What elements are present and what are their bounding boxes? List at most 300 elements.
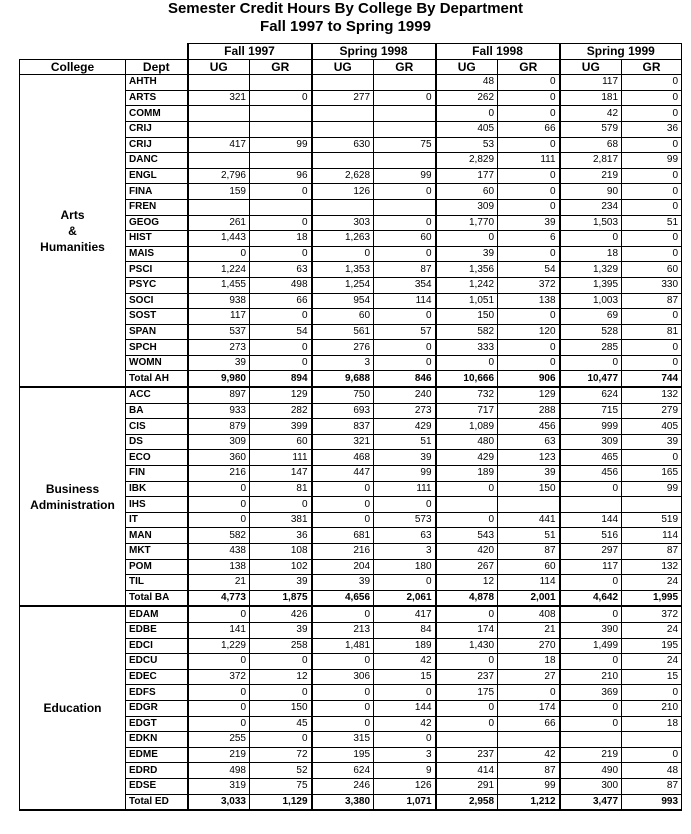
value-cell: 0 xyxy=(622,106,682,122)
dept-cell: EDAM xyxy=(126,606,188,622)
value-cell: 0 xyxy=(622,168,682,184)
value-cell: 1,051 xyxy=(436,293,498,309)
value-cell: 369 xyxy=(560,685,622,701)
value-cell: 219 xyxy=(560,168,622,184)
value-cell: 3,477 xyxy=(560,794,622,810)
college-name-line: Business xyxy=(45,481,100,496)
value-cell: 159 xyxy=(188,184,250,200)
value-cell: 216 xyxy=(312,544,374,560)
value-cell: 0 xyxy=(498,199,560,215)
value-cell: 18 xyxy=(560,246,622,262)
table-body xyxy=(20,75,682,810)
value-cell: 24 xyxy=(622,654,682,670)
value-cell: 279 xyxy=(622,403,682,419)
dept-cell: HIST xyxy=(126,231,188,247)
value-cell: 717 xyxy=(436,403,498,419)
value-cell: 0 xyxy=(622,450,682,466)
value-cell: 291 xyxy=(436,778,498,794)
value-cell: 2,817 xyxy=(560,153,622,169)
value-cell: 897 xyxy=(188,387,250,403)
value-cell: 114 xyxy=(498,575,560,591)
table-row xyxy=(20,606,682,622)
value-cell: 1,353 xyxy=(312,262,374,278)
dept-cell: EDCI xyxy=(126,638,188,654)
value-cell: 99 xyxy=(374,168,436,184)
value-cell: 150 xyxy=(498,481,560,497)
value-cell: 66 xyxy=(498,121,560,137)
value-cell: 144 xyxy=(374,700,436,716)
value-cell: 837 xyxy=(312,419,374,435)
value-cell: 234 xyxy=(560,199,622,215)
value-cell: 429 xyxy=(374,419,436,435)
credit-hours-table xyxy=(19,43,682,811)
value-cell: 468 xyxy=(312,450,374,466)
value-cell: 262 xyxy=(436,90,498,106)
value-cell: 39 xyxy=(250,575,312,591)
value-cell: 414 xyxy=(436,763,498,779)
value-cell: 519 xyxy=(622,512,682,528)
value-cell: 144 xyxy=(560,512,622,528)
value-cell: 0 xyxy=(436,716,498,732)
value-cell: 0 xyxy=(560,654,622,670)
value-cell: 300 xyxy=(560,778,622,794)
value-cell: 66 xyxy=(250,293,312,309)
value-cell: 1,229 xyxy=(188,638,250,654)
value-cell: 408 xyxy=(498,606,560,622)
dept-cell: FIN xyxy=(126,466,188,482)
value-cell: 1,329 xyxy=(560,262,622,278)
value-cell: 66 xyxy=(498,716,560,732)
value-cell: 75 xyxy=(374,137,436,153)
value-cell: 39 xyxy=(498,466,560,482)
table-row xyxy=(20,387,682,403)
value-cell xyxy=(250,106,312,122)
value-cell: 4,656 xyxy=(312,590,374,606)
value-cell: 372 xyxy=(498,277,560,293)
value-cell: 0 xyxy=(622,340,682,356)
value-cell: 0 xyxy=(312,606,374,622)
value-cell: 63 xyxy=(250,262,312,278)
dept-cell: Total ED xyxy=(126,794,188,810)
dept-cell: DANC xyxy=(126,153,188,169)
value-cell: 528 xyxy=(560,324,622,340)
value-cell xyxy=(250,75,312,91)
gr-column-header: GR xyxy=(250,59,312,75)
value-cell: 273 xyxy=(374,403,436,419)
value-cell: 237 xyxy=(436,669,498,685)
value-cell: 954 xyxy=(312,293,374,309)
value-cell: 537 xyxy=(188,324,250,340)
value-cell: 0 xyxy=(622,90,682,106)
college-column-header: College xyxy=(20,59,126,75)
value-cell: 561 xyxy=(312,324,374,340)
value-cell: 87 xyxy=(622,778,682,794)
value-cell: 120 xyxy=(498,324,560,340)
value-cell: 303 xyxy=(312,215,374,231)
value-cell xyxy=(312,106,374,122)
value-cell: 132 xyxy=(622,559,682,575)
value-cell: 2,061 xyxy=(374,590,436,606)
value-cell: 0 xyxy=(250,732,312,748)
dept-cell: CRIJ xyxy=(126,121,188,137)
value-cell: 39 xyxy=(622,434,682,450)
value-cell: 48 xyxy=(622,763,682,779)
dept-cell: PSCI xyxy=(126,262,188,278)
value-cell: 255 xyxy=(188,732,250,748)
value-cell xyxy=(622,732,682,748)
value-cell: 90 xyxy=(560,184,622,200)
value-cell: 1,455 xyxy=(188,277,250,293)
dept-cell: FREN xyxy=(126,199,188,215)
dept-cell: EDBE xyxy=(126,622,188,638)
value-cell: 490 xyxy=(560,763,622,779)
value-cell xyxy=(188,199,250,215)
value-cell: 87 xyxy=(622,544,682,560)
value-cell: 438 xyxy=(188,544,250,560)
value-cell: 297 xyxy=(560,544,622,560)
value-cell: 12 xyxy=(250,669,312,685)
value-cell: 53 xyxy=(436,137,498,153)
college-name-line: Education xyxy=(43,701,102,716)
value-cell: 750 xyxy=(312,387,374,403)
value-cell: 180 xyxy=(374,559,436,575)
value-cell: 498 xyxy=(188,763,250,779)
value-cell: 0 xyxy=(622,75,682,91)
value-cell: 0 xyxy=(436,481,498,497)
value-cell: 1,481 xyxy=(312,638,374,654)
dept-cell: ARTS xyxy=(126,90,188,106)
value-cell: 0 xyxy=(560,700,622,716)
dept-cell: MKT xyxy=(126,544,188,560)
value-cell: 219 xyxy=(188,747,250,763)
dept-column-header: Dept xyxy=(126,59,188,75)
value-cell: 69 xyxy=(560,309,622,325)
value-cell: 42 xyxy=(560,106,622,122)
value-cell: 12 xyxy=(436,575,498,591)
value-cell: 72 xyxy=(250,747,312,763)
value-cell: 39 xyxy=(250,622,312,638)
value-cell: 579 xyxy=(560,121,622,137)
value-cell: 1,003 xyxy=(560,293,622,309)
value-cell: 27 xyxy=(498,669,560,685)
value-cell: 1,995 xyxy=(622,590,682,606)
value-cell: 0 xyxy=(436,606,498,622)
value-cell: 2,001 xyxy=(498,590,560,606)
value-cell: 420 xyxy=(436,544,498,560)
value-cell xyxy=(312,75,374,91)
value-cell: 18 xyxy=(498,654,560,670)
value-cell xyxy=(374,199,436,215)
value-cell: 0 xyxy=(312,685,374,701)
value-cell: 181 xyxy=(560,90,622,106)
value-cell: 258 xyxy=(250,638,312,654)
value-cell: 114 xyxy=(374,293,436,309)
value-cell: 0 xyxy=(622,199,682,215)
gr-column-header: GR xyxy=(622,59,682,75)
value-cell xyxy=(188,121,250,137)
value-cell: 399 xyxy=(250,419,312,435)
value-cell: 0 xyxy=(188,481,250,497)
dept-cell: CIS xyxy=(126,419,188,435)
value-cell: 582 xyxy=(188,528,250,544)
value-cell: 0 xyxy=(498,685,560,701)
value-cell: 138 xyxy=(188,559,250,575)
value-cell: 99 xyxy=(374,466,436,482)
value-cell: 0 xyxy=(374,90,436,106)
value-cell: 0 xyxy=(312,246,374,262)
value-cell: 175 xyxy=(436,685,498,701)
value-cell: 0 xyxy=(498,168,560,184)
value-cell: 81 xyxy=(250,481,312,497)
college-name-line: Administration xyxy=(30,497,115,512)
value-cell: 129 xyxy=(498,387,560,403)
value-cell: 75 xyxy=(250,778,312,794)
value-cell: 18 xyxy=(250,231,312,247)
value-cell: 210 xyxy=(560,669,622,685)
value-cell: 117 xyxy=(188,309,250,325)
dept-cell: COMM xyxy=(126,106,188,122)
value-cell: 480 xyxy=(436,434,498,450)
value-cell: 732 xyxy=(436,387,498,403)
value-cell: 39 xyxy=(374,450,436,466)
value-cell: 267 xyxy=(436,559,498,575)
dept-cell: PSYC xyxy=(126,277,188,293)
value-cell: 111 xyxy=(250,450,312,466)
value-cell: 0 xyxy=(498,75,560,91)
value-cell: 0 xyxy=(374,340,436,356)
dept-cell: POM xyxy=(126,559,188,575)
value-cell: 1,875 xyxy=(250,590,312,606)
value-cell: 0 xyxy=(560,575,622,591)
value-cell xyxy=(498,497,560,513)
value-cell: 426 xyxy=(250,606,312,622)
value-cell: 1,254 xyxy=(312,277,374,293)
value-cell xyxy=(436,497,498,513)
table-row xyxy=(20,75,682,91)
value-cell: 0 xyxy=(436,106,498,122)
value-cell: 60 xyxy=(498,559,560,575)
value-cell: 0 xyxy=(560,716,622,732)
value-cell: 846 xyxy=(374,371,436,387)
value-cell: 237 xyxy=(436,747,498,763)
value-cell: 0 xyxy=(188,246,250,262)
value-cell: 195 xyxy=(312,747,374,763)
value-cell: 96 xyxy=(250,168,312,184)
value-cell: 1,443 xyxy=(188,231,250,247)
dept-cell: ECO xyxy=(126,450,188,466)
value-cell: 715 xyxy=(560,403,622,419)
dept-cell: ACC xyxy=(126,387,188,403)
dept-cell: MAIS xyxy=(126,246,188,262)
value-cell: 18 xyxy=(622,716,682,732)
value-cell: 0 xyxy=(622,137,682,153)
value-cell: 0 xyxy=(312,497,374,513)
value-cell: 0 xyxy=(436,512,498,528)
value-cell: 0 xyxy=(622,231,682,247)
value-cell xyxy=(250,121,312,137)
value-cell: 68 xyxy=(560,137,622,153)
dept-cell: TIL xyxy=(126,575,188,591)
value-cell: 0 xyxy=(250,246,312,262)
value-cell: 54 xyxy=(250,324,312,340)
value-cell: 0 xyxy=(188,497,250,513)
value-cell: 0 xyxy=(436,700,498,716)
dept-cell: EDSE xyxy=(126,778,188,794)
value-cell: 132 xyxy=(622,387,682,403)
ug-column-header: UG xyxy=(436,59,498,75)
value-cell: 51 xyxy=(498,528,560,544)
value-cell: 693 xyxy=(312,403,374,419)
value-cell xyxy=(188,153,250,169)
value-cell: 0 xyxy=(312,700,374,716)
value-cell: 1,503 xyxy=(560,215,622,231)
value-cell: 3,033 xyxy=(188,794,250,810)
value-cell: 744 xyxy=(622,371,682,387)
term-header-spring-1999: Spring 1999 xyxy=(560,44,682,60)
value-cell: 10,666 xyxy=(436,371,498,387)
value-cell: 21 xyxy=(498,622,560,638)
value-cell: 0 xyxy=(250,184,312,200)
value-cell: 42 xyxy=(374,716,436,732)
value-cell: 0 xyxy=(188,606,250,622)
value-cell: 0 xyxy=(312,716,374,732)
value-cell: 0 xyxy=(560,355,622,371)
value-cell: 516 xyxy=(560,528,622,544)
college-name-line: & xyxy=(68,223,77,238)
value-cell: 174 xyxy=(436,622,498,638)
value-cell: 277 xyxy=(312,90,374,106)
value-cell: 60 xyxy=(436,184,498,200)
value-cell xyxy=(560,732,622,748)
value-cell: 1,499 xyxy=(560,638,622,654)
value-cell: 0 xyxy=(312,512,374,528)
value-cell: 0 xyxy=(498,137,560,153)
value-cell: 270 xyxy=(498,638,560,654)
value-cell: 210 xyxy=(622,700,682,716)
value-cell: 21 xyxy=(188,575,250,591)
value-cell: 3 xyxy=(374,544,436,560)
value-cell: 52 xyxy=(250,763,312,779)
value-cell: 1,129 xyxy=(250,794,312,810)
value-cell: 933 xyxy=(188,403,250,419)
value-cell: 321 xyxy=(312,434,374,450)
value-cell: 0 xyxy=(560,231,622,247)
value-cell xyxy=(312,153,374,169)
value-cell: 0 xyxy=(374,184,436,200)
value-cell: 42 xyxy=(374,654,436,670)
value-cell: 57 xyxy=(374,324,436,340)
value-cell: 165 xyxy=(622,466,682,482)
value-cell: 189 xyxy=(436,466,498,482)
value-cell xyxy=(622,497,682,513)
value-cell: 48 xyxy=(436,75,498,91)
gr-column-header: GR xyxy=(498,59,560,75)
dept-cell: IT xyxy=(126,512,188,528)
value-cell: 36 xyxy=(622,121,682,137)
value-cell: 3 xyxy=(374,747,436,763)
dept-cell: EDGR xyxy=(126,700,188,716)
value-cell: 102 xyxy=(250,559,312,575)
value-cell: 0 xyxy=(250,685,312,701)
value-cell: 42 xyxy=(498,747,560,763)
value-cell: 6 xyxy=(498,231,560,247)
value-cell: 0 xyxy=(250,355,312,371)
value-cell: 309 xyxy=(436,199,498,215)
value-cell: 9 xyxy=(374,763,436,779)
value-cell: 0 xyxy=(188,700,250,716)
table-header xyxy=(20,44,682,75)
value-cell: 309 xyxy=(560,434,622,450)
ug-column-header: UG xyxy=(560,59,622,75)
value-cell: 0 xyxy=(188,512,250,528)
dept-cell: WOMN xyxy=(126,355,188,371)
value-cell: 60 xyxy=(312,309,374,325)
dept-cell: GEOG xyxy=(126,215,188,231)
value-cell: 405 xyxy=(436,121,498,137)
value-cell: 117 xyxy=(560,75,622,91)
value-cell: 24 xyxy=(622,622,682,638)
value-cell: 1,356 xyxy=(436,262,498,278)
value-cell: 0 xyxy=(250,90,312,106)
value-cell: 24 xyxy=(622,575,682,591)
dept-cell: IBK xyxy=(126,481,188,497)
value-cell: 3,380 xyxy=(312,794,374,810)
value-cell: 906 xyxy=(498,371,560,387)
value-cell: 99 xyxy=(250,137,312,153)
dept-cell: EDRD xyxy=(126,763,188,779)
value-cell: 219 xyxy=(560,747,622,763)
college-name-cell xyxy=(20,387,126,606)
value-cell: 372 xyxy=(188,669,250,685)
value-cell: 10,477 xyxy=(560,371,622,387)
value-cell xyxy=(250,153,312,169)
dept-cell: ENGL xyxy=(126,168,188,184)
value-cell: 87 xyxy=(622,293,682,309)
value-cell: 147 xyxy=(250,466,312,482)
value-cell: 9,980 xyxy=(188,371,250,387)
value-cell: 0 xyxy=(436,654,498,670)
value-cell xyxy=(188,106,250,122)
college-name-cell xyxy=(20,75,126,387)
value-cell: 15 xyxy=(374,669,436,685)
value-cell xyxy=(374,121,436,137)
value-cell: 330 xyxy=(622,277,682,293)
value-cell xyxy=(374,153,436,169)
value-cell: 429 xyxy=(436,450,498,466)
value-cell: 174 xyxy=(498,700,560,716)
value-cell: 111 xyxy=(374,481,436,497)
ug-column-header: UG xyxy=(312,59,374,75)
value-cell: 0 xyxy=(436,355,498,371)
value-cell: 0 xyxy=(250,215,312,231)
value-cell: 938 xyxy=(188,293,250,309)
value-cell: 213 xyxy=(312,622,374,638)
dept-cell: EDGT xyxy=(126,716,188,732)
value-cell: 189 xyxy=(374,638,436,654)
value-cell: 3 xyxy=(312,355,374,371)
value-cell xyxy=(312,199,374,215)
dept-cell: EDEC xyxy=(126,669,188,685)
dept-cell: EDME xyxy=(126,747,188,763)
value-cell: 417 xyxy=(374,606,436,622)
value-cell: 99 xyxy=(622,153,682,169)
ug-column-header: UG xyxy=(188,59,250,75)
value-cell xyxy=(188,75,250,91)
value-cell xyxy=(312,121,374,137)
value-cell: 111 xyxy=(498,153,560,169)
value-cell: 0 xyxy=(374,732,436,748)
value-cell: 0 xyxy=(498,90,560,106)
